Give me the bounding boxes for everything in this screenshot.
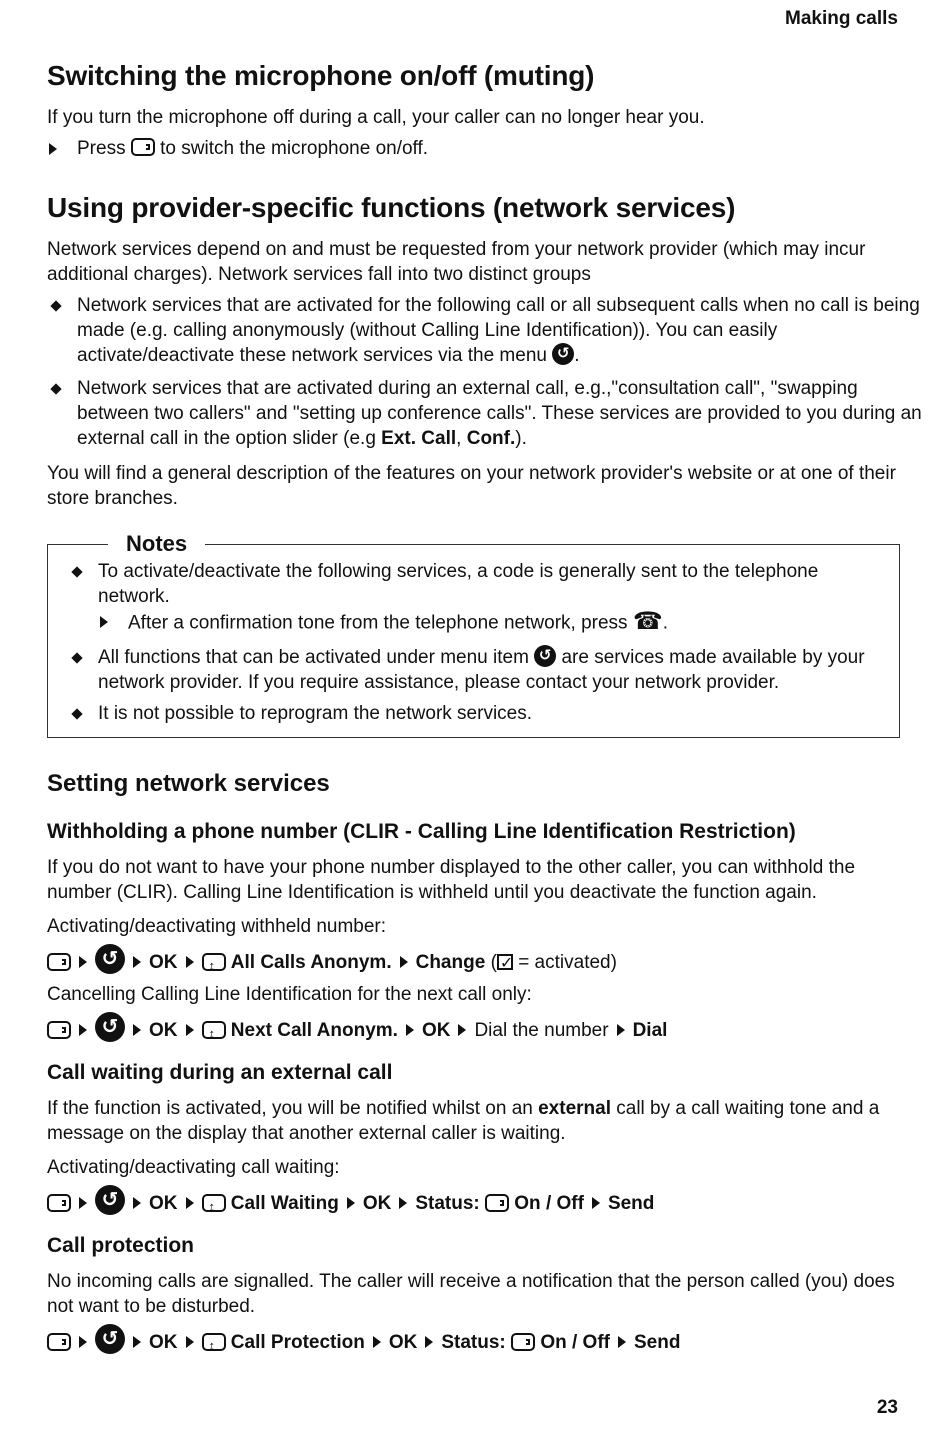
nav-key-icon: [202, 1194, 226, 1212]
network-services-icon: ↺: [95, 1012, 125, 1042]
step-arrow-icon: [406, 1024, 414, 1036]
network-services-icon: ↺: [95, 1185, 125, 1215]
step-arrow-icon: [186, 956, 194, 968]
menu-key-icon: [47, 1194, 71, 1212]
network-intro: Network services depend on and must be requested from your network provider (which may incur additional charges). Network services fall into two distinct groups: [47, 239, 866, 285]
step-arrow-icon: [186, 1197, 194, 1209]
step-arrow-icon: [49, 143, 57, 155]
note-2: All functions that can be activated under menu item ↺ are services made available by your network provider. If you require assistance, please contact your network provider.: [68, 645, 878, 695]
checkbox-checked-icon: [497, 954, 513, 970]
setting-title: Setting network services: [47, 770, 330, 797]
step-arrow-icon: [133, 1024, 141, 1036]
clir-title: Withholding a phone number (CLIR - Calling Line Identification Restriction): [47, 820, 796, 843]
step-arrow-icon: [425, 1336, 433, 1348]
step-arrow-icon: [618, 1336, 626, 1348]
network-services-icon: ↺: [95, 1324, 125, 1354]
protection-title: Call protection: [47, 1234, 195, 1257]
protection-sequence: ↺ OK↕ Call Protection OK Status: On / Off Send: [47, 1324, 900, 1362]
muting-intro: If you turn the microphone off during a call, your caller can no longer hear you.: [47, 107, 705, 128]
bullet-diamond-icon: [50, 300, 61, 311]
protection-intro: No incoming calls are signalled. The caller will receive a notification that the person called (you) does not want to be disturbed.: [47, 1271, 895, 1317]
step-arrow-icon: [79, 1336, 87, 1348]
nav-key-icon: [202, 1021, 226, 1039]
step-arrow-icon: [100, 616, 108, 628]
network-title: Using provider-specific functions (network services): [47, 192, 736, 223]
network-bullet-2: Network services that are activated during an external call, e.g.,"consultation call", "swapping between two callers" and "setting up conference calls". These services are provided to you during an external call in the option slider (e.g Ext. Call, Conf.).: [47, 376, 930, 451]
note-1-step: After a confirmation tone from the telephone network, press ☎.: [98, 609, 878, 638]
step-arrow-icon: [186, 1024, 194, 1036]
step-arrow-icon: [347, 1197, 355, 1209]
menu-key-icon: [47, 1333, 71, 1351]
running-header: Making calls: [785, 8, 898, 29]
step-arrow-icon: [592, 1197, 600, 1209]
network-services-icon: ↺: [552, 343, 574, 365]
step-arrow-icon: [400, 956, 408, 968]
network-outro: You will find a general description of the features on your network provider's website or at one of their store branches.: [47, 463, 896, 509]
select-key-icon: [485, 1194, 509, 1212]
network-services-icon: ↺: [95, 944, 125, 974]
bullet-diamond-icon: [71, 566, 82, 577]
note-1: To activate/deactivate the following services, a code is generally sent to the telephone network.: [68, 559, 878, 609]
step-arrow-icon: [617, 1024, 625, 1036]
bullet-diamond-icon: [71, 709, 82, 720]
mute-key-icon: [131, 138, 155, 156]
clir-cancel-label: Cancelling Calling Line Identification for the next call only:: [47, 984, 532, 1005]
step-arrow-icon: [79, 1024, 87, 1036]
nav-key-icon: [202, 953, 226, 971]
muting-title: Switching the microphone on/off (muting): [47, 60, 595, 91]
bullet-diamond-icon: [50, 383, 61, 394]
step-arrow-icon: [79, 1197, 87, 1209]
step-arrow-icon: [133, 1336, 141, 1348]
step-arrow-icon: [373, 1336, 381, 1348]
clir-next-sequence: ↺ OK↕ Next Call Anonym. OK Dial the number Dial: [47, 1012, 900, 1050]
step-arrow-icon: [79, 956, 87, 968]
menu-key-icon: [47, 953, 71, 971]
step-arrow-icon: [186, 1336, 194, 1348]
notes-box: [47, 531, 900, 738]
end-call-key-icon: ☎: [632, 608, 663, 635]
step-arrow-icon: [133, 1197, 141, 1209]
clir-sequence: ↺ OK↕ All Calls Anonym. Change (✓ = activated): [47, 944, 900, 982]
waiting-act-label: Activating/deactivating call waiting:: [47, 1157, 340, 1178]
page-number: 23: [876, 1397, 898, 1418]
clir-act-label: Activating/deactivating withheld number:: [47, 916, 387, 937]
step-arrow-icon: [133, 956, 141, 968]
clir-intro: If you do not want to have your phone number displayed to the other caller, you can withhold the number (CLIR). Calling Line Identification is withheld until you deactivate the function again.: [47, 857, 856, 903]
network-bullet-1: Network services that are activated for the following call or all subsequent calls when no call is being made (e.g. calling anonymously (without Calling Line Identification)). You can easily activate/deactivate these network services via the menu ↺ .: [47, 293, 930, 368]
muting-step: Press to switch the microphone on/off.: [47, 136, 930, 161]
notes-title: Notes: [108, 531, 205, 557]
step-arrow-icon: [399, 1197, 407, 1209]
menu-key-icon: [47, 1021, 71, 1039]
step-arrow-icon: [458, 1024, 466, 1036]
network-services-icon: ↺: [534, 645, 556, 667]
waiting-sequence: ↺ OK↕ Call Waiting OK Status: On / Off Send: [47, 1185, 900, 1223]
nav-key-icon: [202, 1333, 226, 1351]
select-key-icon: [511, 1333, 535, 1351]
bullet-diamond-icon: [71, 652, 82, 663]
waiting-title: Call waiting during an external call: [47, 1061, 393, 1084]
waiting-intro: If the function is activated, you will be notified whilst on an external call by a call waiting tone and a message on the display that another external caller is waiting.: [47, 1098, 880, 1144]
note-3: It is not possible to reprogram the network services.: [68, 701, 878, 726]
